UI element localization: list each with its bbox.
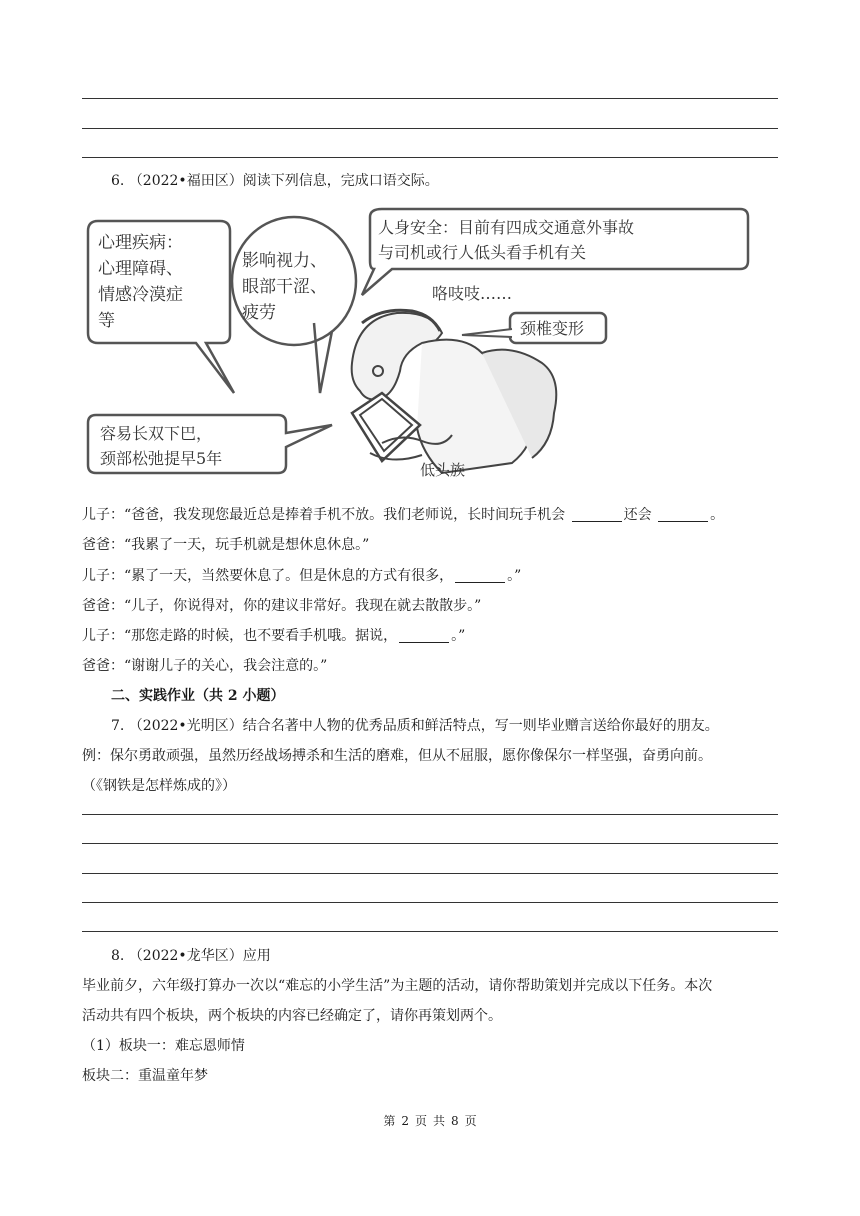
vision-line-2: 眼部干涩、	[242, 277, 327, 297]
dialogue-line: 爸爸：“儿子，你说得对，你的建议非常好。我现在就去散散步。”	[82, 598, 482, 614]
safety-line-2: 与司机或行人低头看手机有关	[378, 243, 587, 262]
cervical-label: 颈椎变形	[520, 319, 585, 338]
question-7-heading: 7. （2022•光明区）结合名著中人物的优秀品质和鲜活特点，写一则毕业赠言送给你最好的朋友。	[111, 718, 719, 734]
psych-line-3: 情感冷漠症	[98, 285, 183, 305]
speaker: 儿子：	[82, 568, 124, 584]
answer-line	[82, 843, 778, 844]
answer-line	[82, 931, 778, 932]
dialogue-line: 儿子：“那您走路的时候，也不要看手机哦。据说， 。”	[82, 628, 466, 644]
speaker: 儿子：	[82, 628, 124, 644]
vision-line-3: 疲劳	[242, 303, 276, 323]
page-footer: 第 2 页 共 8 页	[383, 1114, 477, 1128]
phone-addict-illustration	[82, 203, 782, 485]
psych-line-1: 心理疾病：	[98, 233, 183, 253]
page-total: 8	[451, 1114, 459, 1128]
psych-bubble	[88, 221, 234, 393]
dialogue-line: 儿子：“累了一天，当然要休息了。但是休息的方式有很多， 。”	[82, 568, 522, 584]
cervical-bubble	[462, 313, 606, 343]
speaker: 爸爸：	[82, 598, 124, 614]
answer-line	[82, 814, 778, 815]
question-7-example: 例：保尔勇敢顽强，虽然历经战场搏杀和生活的磨难，但从不屈服，愿你像保尔一样坚强，奋勇向前。	[82, 748, 712, 764]
chin-line-1: 容易长双下巴，	[100, 424, 213, 443]
answer-blank[interactable]	[455, 568, 505, 583]
answer-line	[82, 157, 778, 158]
vision-line-1: 影响视力、	[242, 251, 327, 271]
answer-line	[82, 902, 778, 903]
question-7-source: （《钢铁是怎样炼成的》）	[82, 778, 236, 794]
question-8-item: 板块二：重温童年梦	[82, 1068, 208, 1084]
question-8-paragraph: 活动共有四个板块，两个板块的内容已经确定了，请你再策划两个。	[82, 1008, 502, 1024]
chin-line-2: 颈部松弛提早5年	[100, 449, 223, 468]
speaker: 爸爸：	[82, 537, 124, 553]
answer-blank[interactable]	[572, 507, 622, 522]
safety-line-1: 人身安全：目前有四成交通意外事故	[378, 218, 635, 237]
answer-blank[interactable]	[399, 628, 449, 643]
safety-bubble	[362, 209, 748, 295]
question-8-item: （1）板块一：难忘恩师情	[82, 1038, 245, 1054]
answer-blank[interactable]	[658, 507, 708, 522]
answer-line	[82, 98, 778, 99]
answer-line	[82, 128, 778, 129]
section-title: 二、实践作业（共 2 小题）	[111, 688, 285, 704]
question-8-paragraph: 毕业前夕，六年级打算办一次以“难忘的小学生活”为主题的活动，请你帮助策划并完成以下任务。本次	[82, 978, 713, 994]
speaker: 爸爸：	[82, 658, 124, 674]
sound-text: 咯吱吱……	[432, 284, 513, 303]
page-number: 2	[401, 1114, 409, 1128]
dialogue-line: 儿子：“爸爸，我发现您最近总是捧着手机不放。我们老师说，长时间玩手机会 还会 。	[82, 507, 725, 523]
psych-line-2: 心理障碍、	[98, 259, 183, 279]
illustration-caption: 低头族	[420, 461, 466, 479]
question-8-heading: 8. （2022•龙华区）应用	[111, 948, 271, 964]
chin-bubble	[88, 415, 332, 473]
dialogue-line: 爸爸：“我累了一天，玩手机就是想休息休息。”	[82, 537, 370, 553]
question-6-heading: 6. （2022•福田区）阅读下列信息，完成口语交际。	[111, 173, 439, 189]
answer-line	[82, 873, 778, 874]
speaker: 儿子：	[82, 507, 124, 523]
psych-line-4: 等	[98, 311, 115, 331]
dialogue-line: 爸爸：“谢谢儿子的关心，我会注意的。”	[82, 658, 328, 674]
vision-bubble	[232, 217, 356, 393]
